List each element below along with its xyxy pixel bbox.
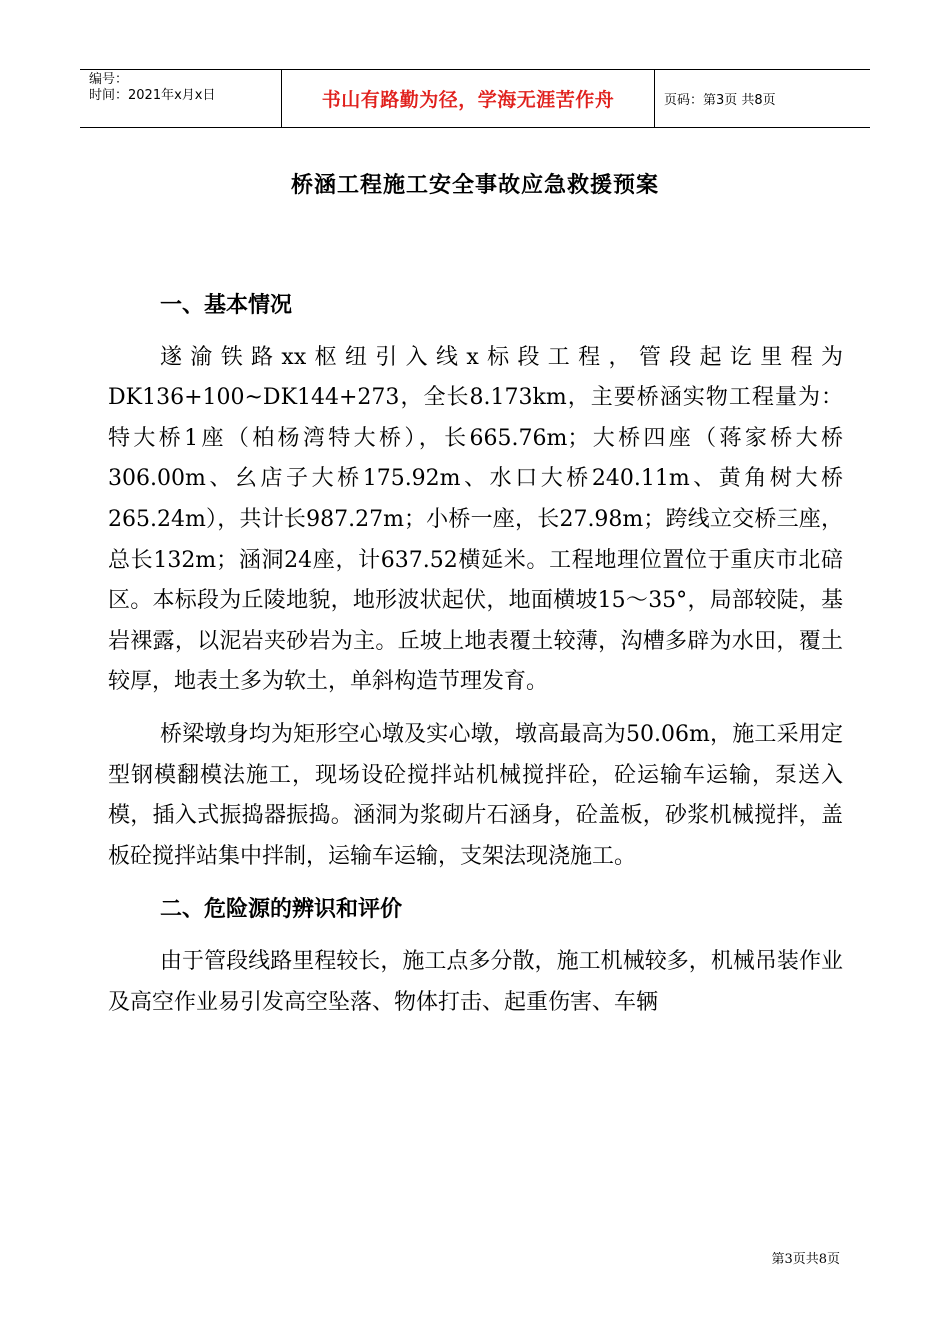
document-number-label: 编号： (89, 72, 129, 87)
paragraph: 由于管段线路里程较长，施工点多分散，施工机械较多，机械吊装作业及高空作业易引发高空坠落、物体打击、起重伤害、车辆 (108, 948, 843, 1015)
header-motto-cell (282, 70, 655, 127)
section-heading-hazard-identification: 二、危险源的辨识和评价 (160, 896, 403, 923)
paragraph: 桥梁墩身均为矩形空心墩及实心墩，墩高最高为50.06m，施工采用定型钢模翻模法施工，现场设砼搅拌站机械搅拌砼，砼运输车运输，泵送入模，插入式振捣器振捣。涵洞为浆砌片石涵身，砼盖板，砂浆机械搅拌，盖板砼搅拌站集中拌制，运输车运输，支架法现浇施工。 (108, 721, 843, 869)
page-header (80, 69, 870, 128)
header-motto: 书山有路勤为径，学海无涯苦作舟 (321, 89, 615, 111)
section-heading-basic-info: 一、基本情况 (160, 292, 293, 318)
header-page-info: 页码：第3页 共8页 (664, 93, 776, 108)
document-date: 时间：2021年x月x日 (89, 88, 216, 103)
header-page-info-cell (655, 70, 870, 127)
document-title: 桥涵工程施工安全事故应急救援预案 (290, 172, 659, 198)
page-footer: 第3页共8页 (771, 1252, 840, 1267)
document-body (108, 285, 843, 1023)
header-meta (80, 70, 282, 127)
paragraph: 遂渝铁路xx枢纽引入线x标段工程，管段起讫里程为DK136+100~DK144+273，全长8.173km，主要桥涵实物工程量为：特大桥1座（柏杨湾特大桥），长665.76m；大桥四座（蒋家桥大桥306.00m、幺店子大桥175.92m、水口大桥240.11m、黄角树大桥265.24m），共计长987.27m；小桥一座，长27.98m；跨线立交桥三座，总长132m；涵洞24座，计637.52横延米。工程地理位置位于重庆市北碚区。本标段为丘陵地貌，地形波状起伏，地面横坡15～35°，局部较陡，基岩裸露，以泥岩夹砂岩为主。丘坡上地表覆土较薄，沟槽多辟为水田，覆土较厚，地表土多为软土，单斜构造节理发育。 (108, 344, 843, 695)
